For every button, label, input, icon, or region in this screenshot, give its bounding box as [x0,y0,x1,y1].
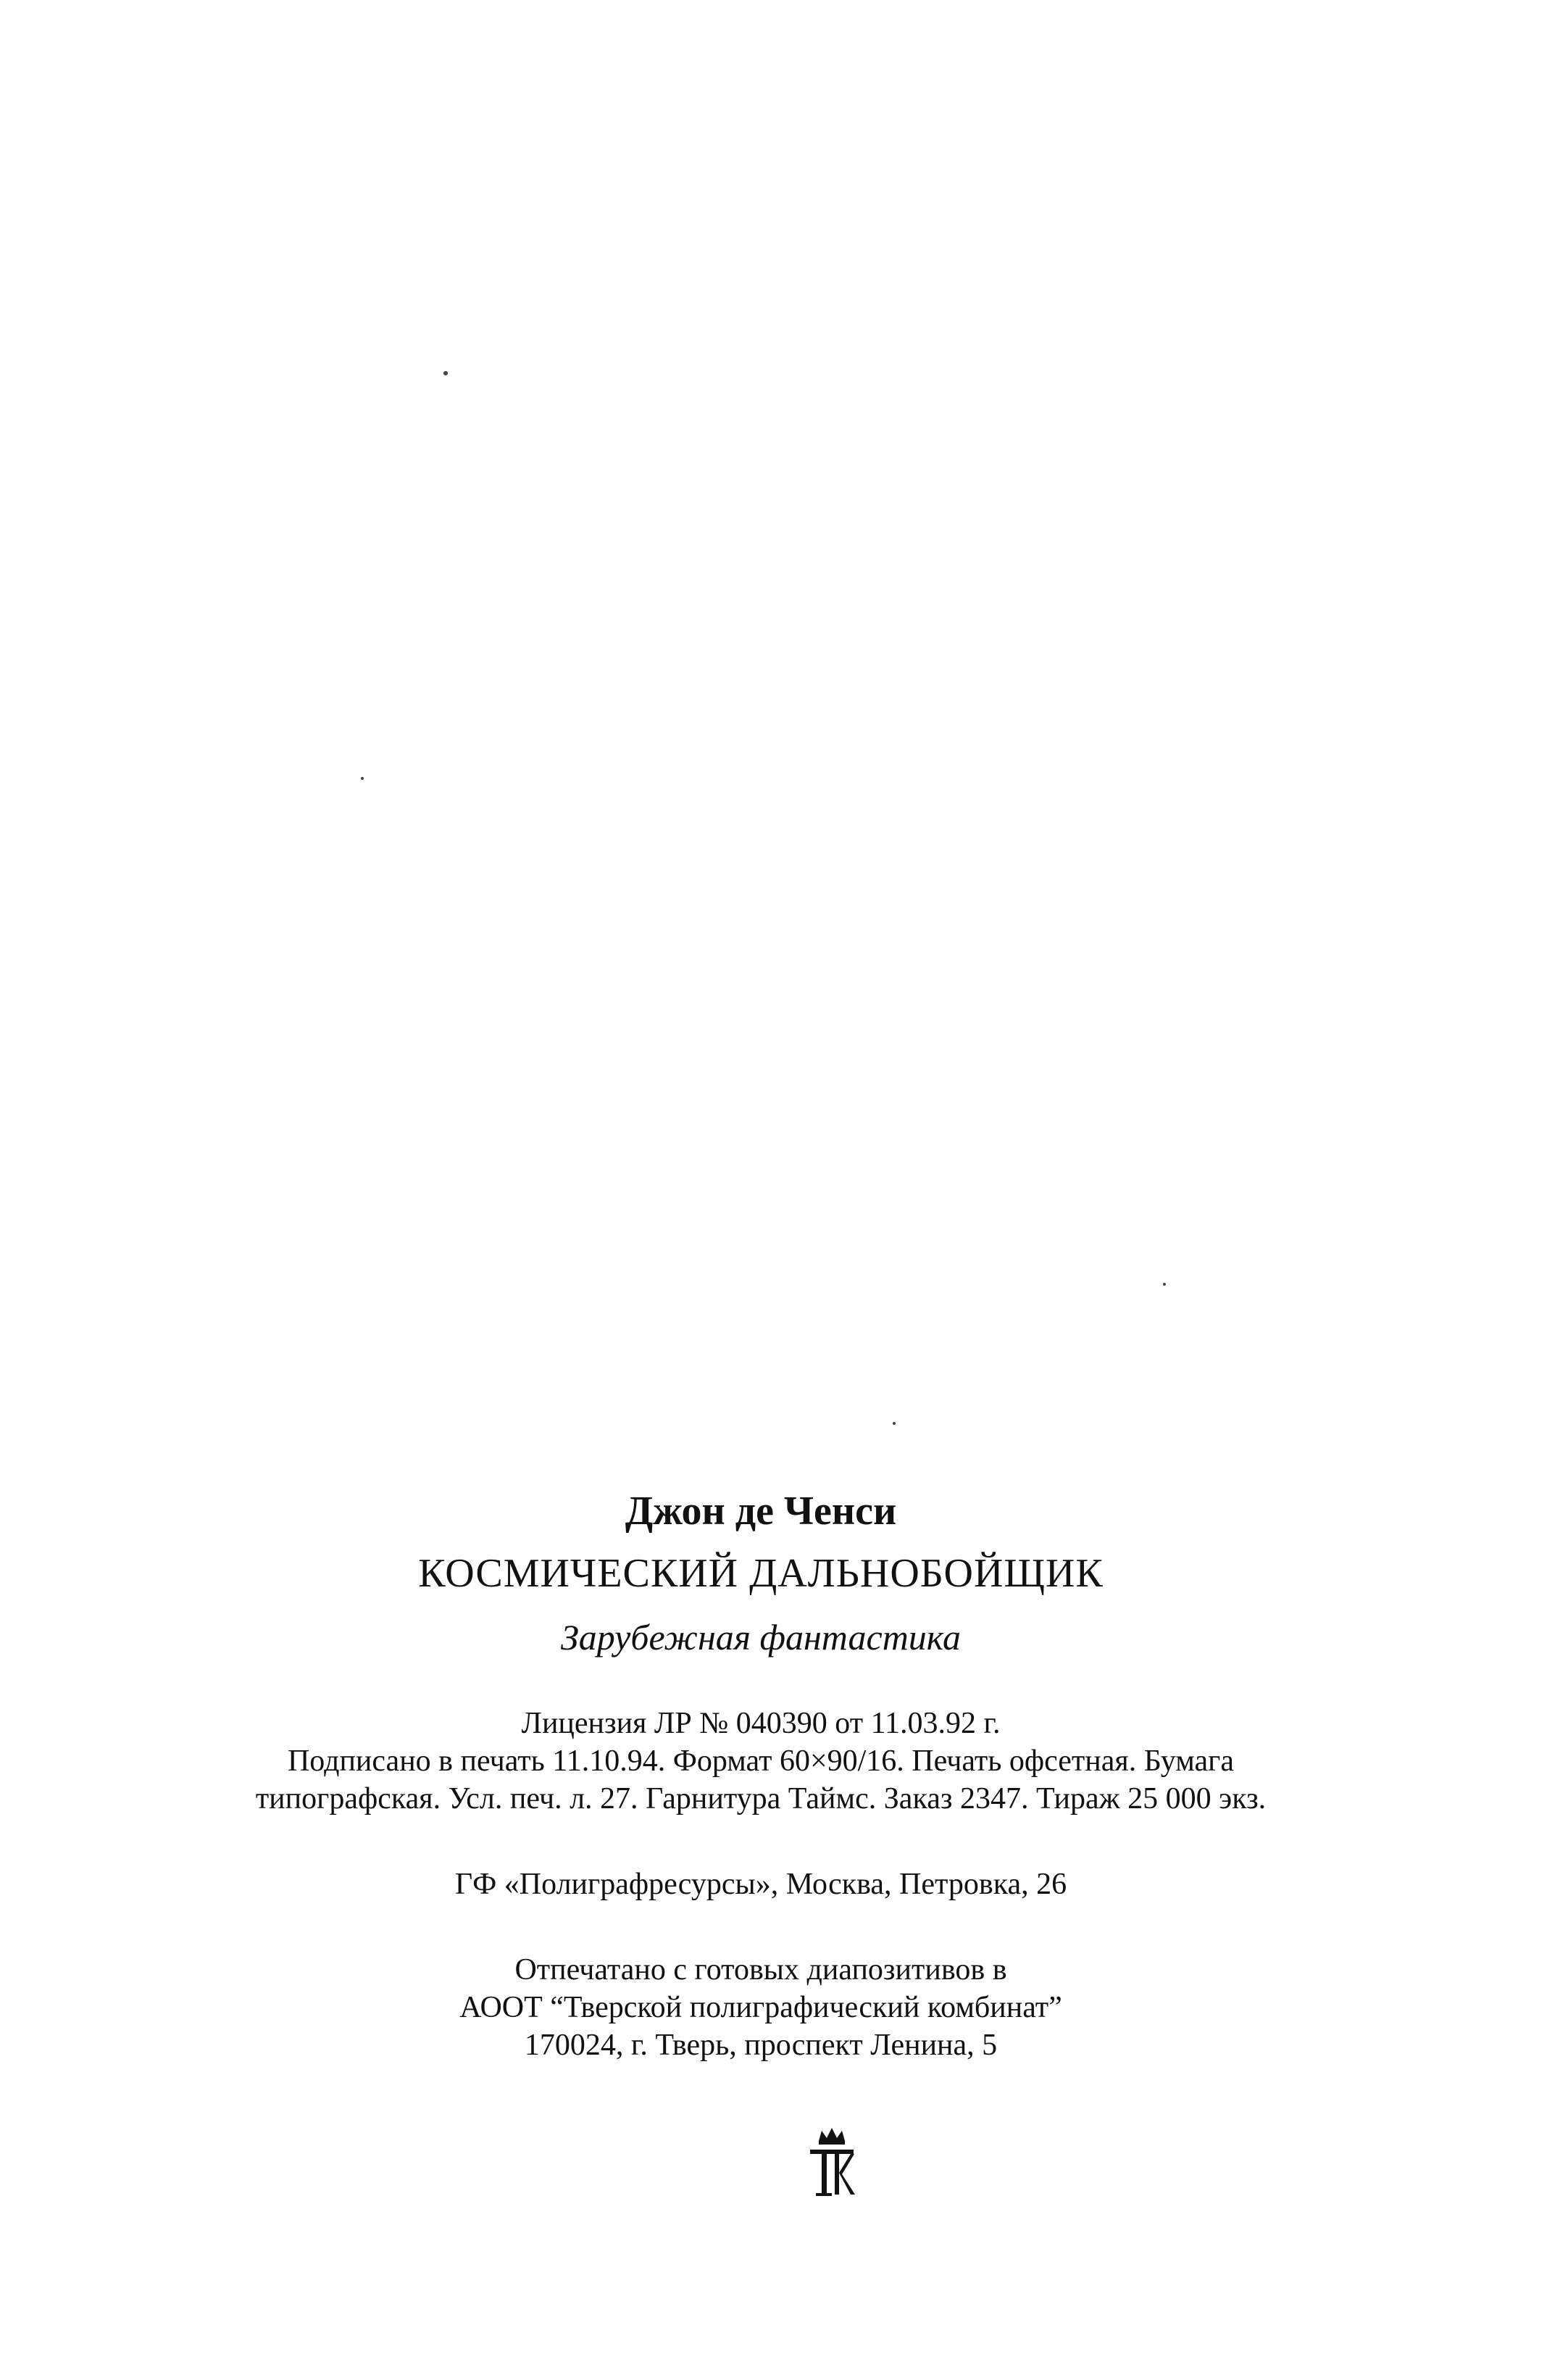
printer-monogram-icon [806,2125,858,2205]
printer-line: АООТ “Тверской полиграфический комбинат” [459,1991,1062,2024]
publisher-line: ГФ «Полиграфресурсы», Москва, Петровка, 26 [454,1868,1067,1901]
printer-address-line: 170024, г. Тверь, проспект Ленина, 5 [524,2029,998,2062]
book-series: Зарубежная фантастика [561,1617,961,1657]
book-title: КОСМИЧЕСКИЙ ДАЛЬНОБОЙЩИК [418,1551,1104,1596]
scan-speck [893,1422,896,1425]
scan-speck [443,371,448,375]
imprint-block [217,1486,1304,2064]
book-author: Джон де Ченси [625,1489,897,1534]
print-details-line: типографская. Усл. печ. л. 27. Гарнитура Таймс. Заказ 2347. Тираж 25 000 экз. [255,1782,1267,1815]
scan-speck [361,777,364,780]
printer-line: Отпечатано с готовых диапозитивов в [514,1953,1007,1987]
print-details-line: Подписано в печать 11.10.94. Формат 60×90/16. Печать офсетная. Бумага [287,1744,1235,1778]
license-line: Лицензия ЛР № 040390 от 11.03.92 г. [521,1707,1001,1740]
scan-speck [1163,1283,1166,1286]
